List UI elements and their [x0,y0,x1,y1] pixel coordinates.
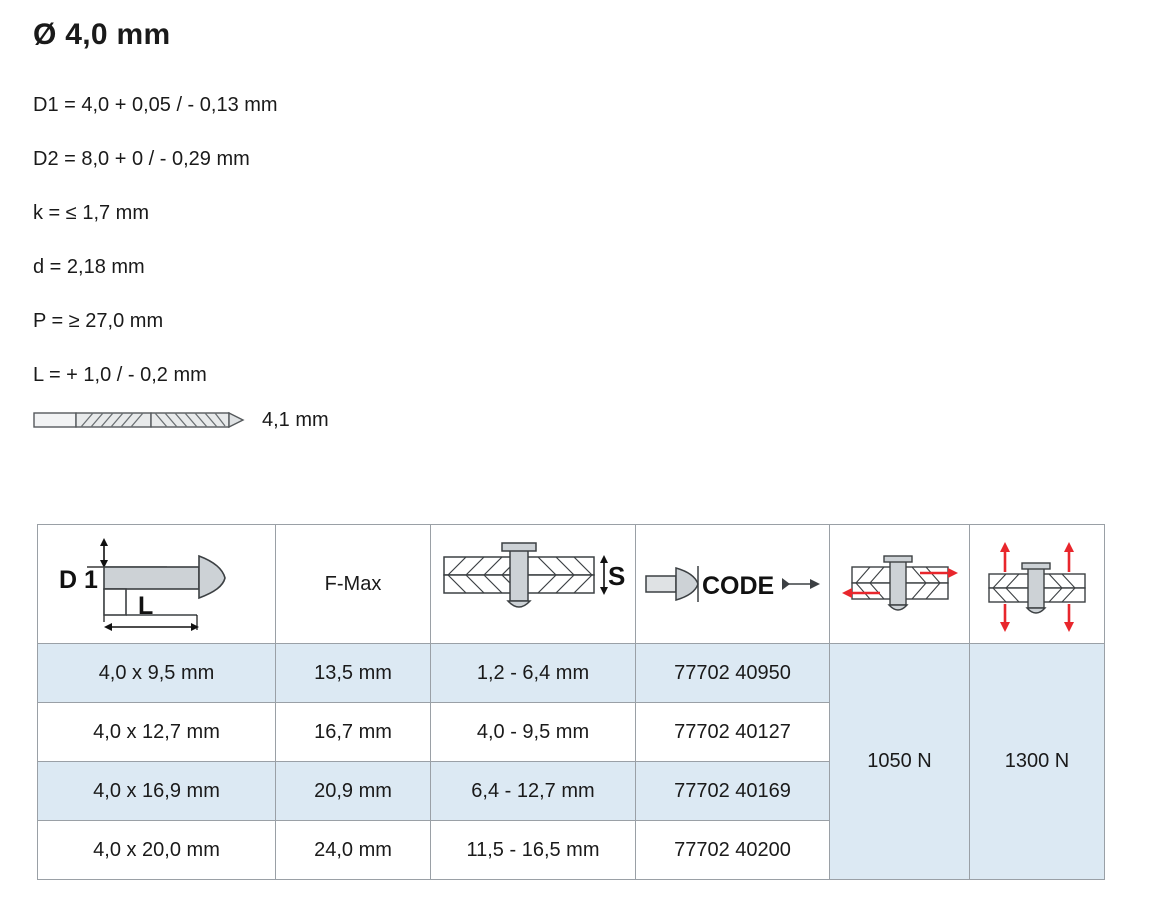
spec-line-l: L = + 1,0 / - 0,2 mm [33,364,207,386]
cell-fmax: 13,5 mm [276,644,431,703]
rivet-clamping-range-icon [431,525,635,643]
svg-text:CODE: CODE [701,572,774,600]
rivet-spec-table [37,524,1105,880]
svg-text:S: S [608,561,626,591]
spec-line-k: k = ≤ 1,7 mm [33,202,150,224]
spec-line-d: d = 2,18 mm [33,256,145,278]
drill-diameter-label: 4,1 mm [262,408,329,431]
svg-text:D 1: D 1 [58,566,98,594]
drill-requirement [33,400,329,440]
cell-range: 1,2 - 6,4 mm [431,644,636,703]
spec-line-p: P = ≥ 27,0 mm [33,310,164,332]
rivet-shear-force-icon [830,525,969,643]
cell-code: 77702 40169 [636,762,830,821]
cell-code: 77702 40950 [636,644,830,703]
cell-tensile-force: 1300 N [970,644,1105,880]
header-shear-force [830,525,970,644]
header-code [636,525,830,644]
header-clamping-range [431,525,636,644]
spec-line-d2: D2 = 8,0 + 0 / - 0,29 mm [33,148,250,170]
spec-list [33,78,633,402]
header-dimension-diagram [38,525,276,644]
cell-fmax: 16,7 mm [276,703,431,762]
cell-code: 77702 40200 [636,821,830,880]
cell-range: 6,4 - 12,7 mm [431,762,636,821]
rivet-code-icon [636,525,829,643]
table-row [38,644,1105,703]
rivet-tensile-force-icon [970,525,1104,643]
cell-size: 4,0 x 9,5 mm [38,644,276,703]
header-tensile-force [970,525,1105,644]
header-fmax: F-Max [276,525,431,644]
cell-size: 4,0 x 16,9 mm [38,762,276,821]
cell-code: 77702 40127 [636,703,830,762]
cell-range: 4,0 - 9,5 mm [431,703,636,762]
svg-text:L: L [137,592,153,620]
cell-fmax: 24,0 mm [276,821,431,880]
cell-size: 4,0 x 20,0 mm [38,821,276,880]
drill-bit-icon [33,407,248,433]
table-header-row [38,525,1105,644]
spec-line-d1: D1 = 4,0 + 0,05 / - 0,13 mm [33,94,278,116]
cell-size: 4,0 x 12,7 mm [38,703,276,762]
page-title: Ø 4,0 mm [33,18,171,51]
cell-range: 11,5 - 16,5 mm [431,821,636,880]
rivet-dimension-diagram-icon [38,525,275,643]
cell-shear-force: 1050 N [830,644,970,880]
cell-fmax: 20,9 mm [276,762,431,821]
